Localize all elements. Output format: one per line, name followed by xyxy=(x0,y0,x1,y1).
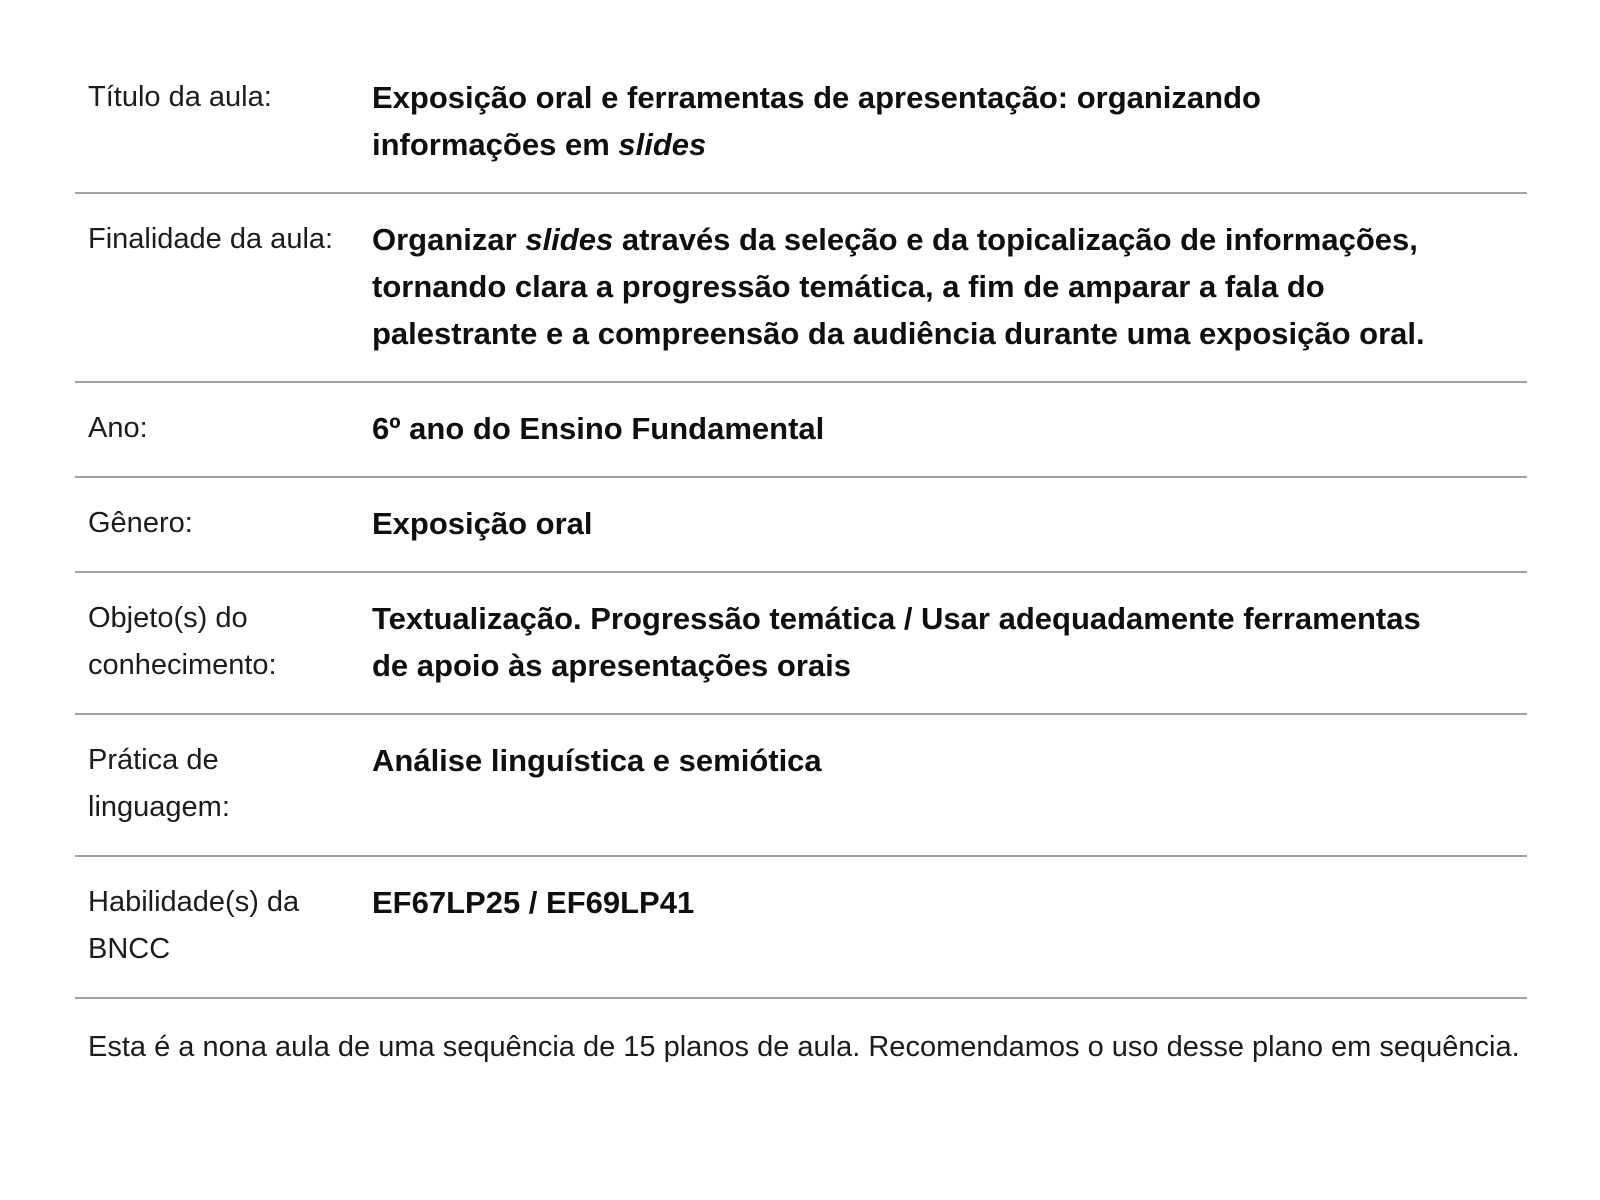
value-segment: Organizar xyxy=(372,222,526,257)
value-segment: através da seleção e da topicalização de informações, tornando clara a progressão temática, a fim de amparar a fala do palestrante e a compreensão da audiência durante uma exposição oral. xyxy=(372,222,1425,351)
value-segment: 6º ano do Ensino Fundamental xyxy=(372,411,825,446)
value-segment: Textualização. Progressão temática / Usar adequadamente ferramentas de apoio às apresentações orais xyxy=(372,601,1421,683)
value-segment: Análise linguística e semiótica xyxy=(372,743,822,778)
sequence-note: Esta é a nona aula de uma sequência de 15 planos de aula. Recomendamos o uso desse plano em sequência. xyxy=(75,997,1527,1071)
value-segment: EF67LP25 / EF69LP41 xyxy=(372,885,695,920)
row-value xyxy=(372,595,1447,689)
row-label: Objeto(s) do conhecimento: xyxy=(88,602,277,681)
row-titulo-da-aula xyxy=(75,52,1527,192)
value-segment-italic: slides xyxy=(618,127,707,162)
row-genero xyxy=(75,476,1527,571)
row-value xyxy=(372,737,1447,784)
value-segment: Exposição oral xyxy=(372,506,593,541)
row-label: Ano: xyxy=(88,412,148,444)
row-value xyxy=(372,405,1447,452)
value-segment-italic: slides xyxy=(525,222,614,257)
row-habilidades-bncc xyxy=(75,855,1527,997)
lesson-info-table xyxy=(75,52,1527,1071)
row-label: Prática de linguagem: xyxy=(88,744,230,823)
value-segment: Exposição oral e ferramentas de apresentação: organizando informações em xyxy=(372,80,1261,162)
row-label: Gênero: xyxy=(88,507,193,539)
row-value xyxy=(372,879,1447,926)
row-ano xyxy=(75,381,1527,476)
row-value xyxy=(372,216,1447,357)
row-objetos-do-conhecimento xyxy=(75,571,1527,713)
row-label: Habilidade(s) da BNCC xyxy=(88,886,300,965)
row-value xyxy=(372,500,1447,547)
row-pratica-de-linguagem xyxy=(75,713,1527,855)
row-label: Título da aula: xyxy=(88,81,272,113)
row-label: Finalidade da aula: xyxy=(88,223,334,255)
row-finalidade-da-aula xyxy=(75,192,1527,381)
row-value xyxy=(372,74,1447,168)
